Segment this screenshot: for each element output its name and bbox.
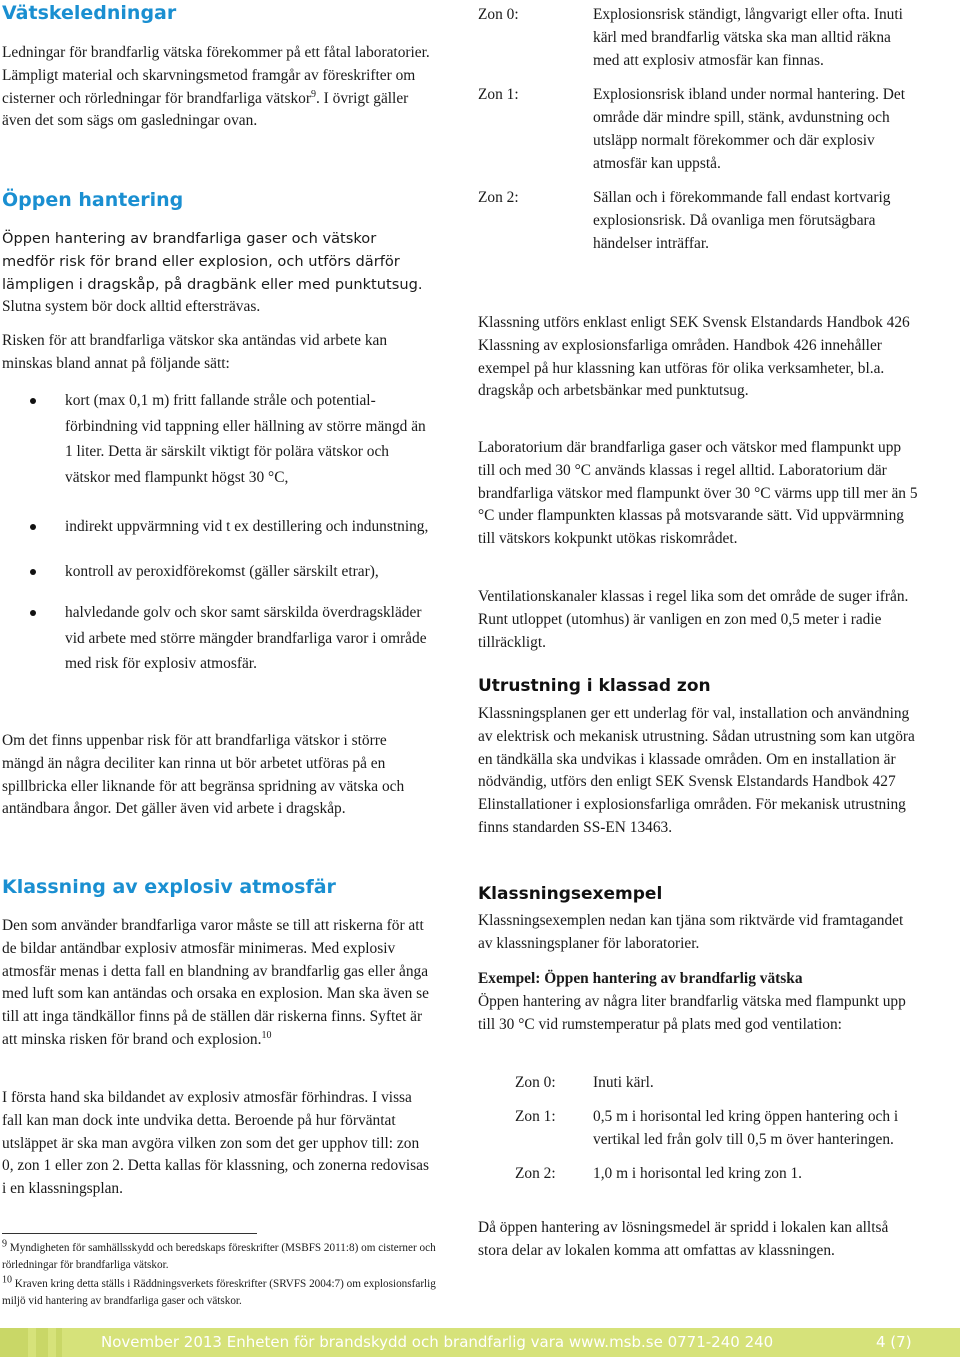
- paragraph-spridd: Då öppen hantering av lösningsmedel är spridd i lokalen kan alltså stora delar av lokalen komma att omfattas av klassningen.: [478, 1219, 889, 1259]
- zone-text: 0,5 m i horisontal led kring öppen hantering och i vertikal led från golv till 0,5 m över hanteringen.: [593, 1108, 899, 1148]
- footnote-9: [2, 1240, 442, 1274]
- list-item: [2, 514, 430, 540]
- text: . I övrigt gäller även det som sägs om gasledningar ovan.: [2, 89, 409, 130]
- heading-utrustning: Utrustning i klassad zon: [478, 676, 711, 696]
- list-item: [2, 388, 430, 490]
- zone-label: Zon 1:: [478, 86, 519, 103]
- zone-row: [478, 83, 918, 175]
- paragraph-ventilation: Ventilationskanaler klassas i regel lika som det område de suger ifrån. Runt utloppet (utomhus) är vanligen en zon med 0,5 meter i radie tillräckligt.: [478, 588, 909, 651]
- zone-text: Sällan och i förekommande fall endast kortvarig explosionsrisk. Då ovanliga men förutsägbara händelser inträffar.: [593, 189, 891, 252]
- footnote-ref-9: 9: [310, 88, 316, 100]
- paragraph-handbok-426: Klassning utförs enklast enligt SEK Svensk Elstandards Handbok 426 Klassning av explosionsfarliga områden. Handbok 426 innehåller exempel på hur klassning kan utföras för olika verksamheter, bl.a. dragskåp och arbetsbänkar med punktutsug.: [478, 314, 910, 400]
- zone-definitions: [478, 3, 918, 255]
- footnote-10: [2, 1276, 442, 1310]
- text: Slutna system bör dock alltid eftersträvas.: [2, 298, 261, 316]
- heading-klassningsexempel: Klassningsexempel: [478, 884, 663, 904]
- paragraph-klassning-2: I första hand ska bildandet av explosiv atmosfär förhindras. I vissa fall kan man dock inte undvika detta. Beroende på hur förväntat utsläppet är ska man avgöra vilken zon som det ger upphov till: zon 0, zon 1 eller zon 2. Detta kallas för klassning, och zonerna redovisas i en klassningsplan.: [2, 1089, 429, 1198]
- footer-text: November 2013 Enheten för brandskydd och brandfarlig vara www.msb.se 0771-240 240: [101, 1333, 774, 1351]
- paragraph-oppen-hantering: [2, 228, 430, 319]
- paragraph-klassningsexempel: Klassningsexemplen nedan kan tjäna som riktvärde vid framtagandet av klassningsplaner för laboratorier.: [478, 912, 904, 952]
- zone-label: Zon 0:: [478, 6, 519, 23]
- zone-text: Explosionsrisk ibland under normal hantering. Det område där mindre spill, stänk, avdunstning och utsläpp normalt förekommer och där explosiv atmosfär kan uppstå.: [593, 86, 906, 172]
- list-item: [2, 600, 430, 677]
- list-item-text: indirekt uppvärmning vid t ex destillering och indunstning,: [65, 518, 429, 535]
- list-item-text: halvledande golv och skor samt särskilda överdragskläder vid arbete med större mängder brandfarliga varor i område med risk för explosiv atmosfär.: [65, 604, 427, 672]
- zone-text: Explosionsrisk ständigt, långvarigt eller ofta. Inuti kärl med brandfarlig vätska ska man alltid räkna med att explosiv atmosfär kan finnas.: [593, 6, 903, 69]
- footnote-number: 10: [2, 1274, 12, 1286]
- zone-row: [478, 3, 918, 72]
- text: Öppen hantering av brandfarliga gaser och vätskor medför risk för brand eller explosion, och utförs därför lämpligen i dragskåp, på dragbänk eller med punktutsug.: [2, 230, 423, 293]
- zone-label: Zon 1:: [515, 1108, 556, 1125]
- footnotes: [2, 1233, 442, 1310]
- footnote-text: Kraven kring detta ställs i Räddningsverkets föreskrifter (SRVFS 2004:7) om explosionsfarlig miljö vid hantering av brandfarliga gaser och vätskor.: [2, 1278, 436, 1307]
- example-zones: [478, 1071, 918, 1185]
- paragraph-spillbricka: Om det finns uppenbar risk för att brandfarliga vätskor i större mängd än några deciliter kan rinna ut bör arbetet utföras på en spillbricka eller liknande för att begränsa spridning av vätska och antändbara ångor. Det gäller även vid arbete i dragskåp.: [2, 732, 405, 818]
- zone-text: 1,0 m i horisontal led kring zon 1.: [593, 1165, 803, 1182]
- zone-row: [478, 1071, 918, 1094]
- zone-label: Zon 2:: [515, 1165, 556, 1182]
- heading-klassning: Klassning av explosiv atmosfär: [2, 876, 336, 898]
- footer-ornament: [0, 1328, 28, 1357]
- list-item-text: kontroll av peroxidförekomst (gäller särskilt etrar),: [65, 562, 379, 580]
- footnote-divider: [2, 1233, 257, 1234]
- footnote-text: Myndigheten för samhällsskydd och beredskaps föreskrifter (MSBFS 2011:8) om cisterner och rörledningar för brandfarliga vätskor.: [2, 1242, 436, 1271]
- zone-row: [478, 186, 918, 255]
- paragraph-klassning-1: [2, 915, 430, 1052]
- list-item: [2, 559, 430, 585]
- paragraph-example: Öppen hantering av några liter brandfarlig vätska med flampunkt upp till 30 °C vid rumstemperatur på plats med god ventilation:: [478, 993, 906, 1033]
- bullet-list: [2, 388, 430, 677]
- zone-text: Inuti kärl.: [593, 1074, 654, 1091]
- zone-label: Zon 2:: [478, 189, 519, 206]
- page-number: 4 (7): [876, 1333, 912, 1351]
- footer-ornament: [36, 1328, 48, 1357]
- example-title: Exempel: Öppen hantering av brandfarlig vätska: [478, 970, 803, 987]
- footnote-number: 9: [2, 1238, 7, 1250]
- bullet-icon: [30, 610, 36, 616]
- zone-row: [478, 1162, 918, 1185]
- footnote-ref-10: 10: [261, 1029, 272, 1041]
- paragraph-vatskeledningar: [2, 42, 430, 133]
- heading-vatskeledningar: Vätskeledningar: [2, 2, 177, 24]
- footer-ornament: [56, 1328, 62, 1357]
- bullet-icon: [30, 398, 36, 404]
- text: Ledningar för brandfarlig vätska förekommer på ett fåtal laboratorier. Lämpligt material och skarvningsmetod framgår av föreskrifter om cisterner och rörledningar för brandfarliga vätskor: [2, 44, 430, 107]
- paragraph-laboratorium: Laboratorium där brandfarliga gaser och vätskor med flampunkt upp till och med 30 °C används klassas i regel alltid. Laboratorium där brandfarliga vätskor med flampunkt över 30 °C värms upp till mer än 5 °C under flampunkten klassas på motsvarande sätt. Vid uppvärmning till vätskors kokpunkt utökas riskområdet.: [478, 439, 918, 548]
- paragraph-risk-intro: Risken för att brandfarliga vätskor ska antändas vid arbete kan minskas bland annat på följande sätt:: [2, 332, 388, 372]
- bullet-icon: [30, 569, 36, 575]
- zone-row: [478, 1105, 918, 1151]
- heading-oppen-hantering: Öppen hantering: [2, 189, 184, 211]
- text: Den som använder brandfarliga varor måste se till att riskerna för att de bildar antändbar explosiv atmosfär minimeras. Med explosiv atmosfär menas i detta fall en blandning av brandfarlig gas eller ånga med luft som kan antändas och orsaka en explosion. Man ska även se till att inga tändkällor finns på de ställen där riskerna finns. Syftet är att minska risken för brand och explosion.: [2, 917, 429, 1048]
- list-item-text: kort (max 0,1 m) fritt fallande stråle och potential-förbindning vid tappning eller hällning av större mängd än 1 liter. Detta är särskilt viktigt för polära vätskor och vätskor med flampunkt högst 30 °C,: [65, 392, 426, 486]
- zone-label: Zon 0:: [515, 1074, 556, 1091]
- page-footer: [0, 1328, 960, 1357]
- paragraph-utrustning: Klassningsplanen ger ett underlag för val, installation och användning av elektrisk och mekanisk utrustning. Sådan utrustning som kan utgöra en tändkälla ska undvikas i klassade områden. Om en installation är nödvändig, utförs den enligt SEK Svensk Elstandards Handbok 427 Elinstallationer i explosionsfarliga områden. För mekanisk utrustning finns standarden SS-EN 13463.: [478, 705, 915, 836]
- bullet-icon: [30, 524, 36, 530]
